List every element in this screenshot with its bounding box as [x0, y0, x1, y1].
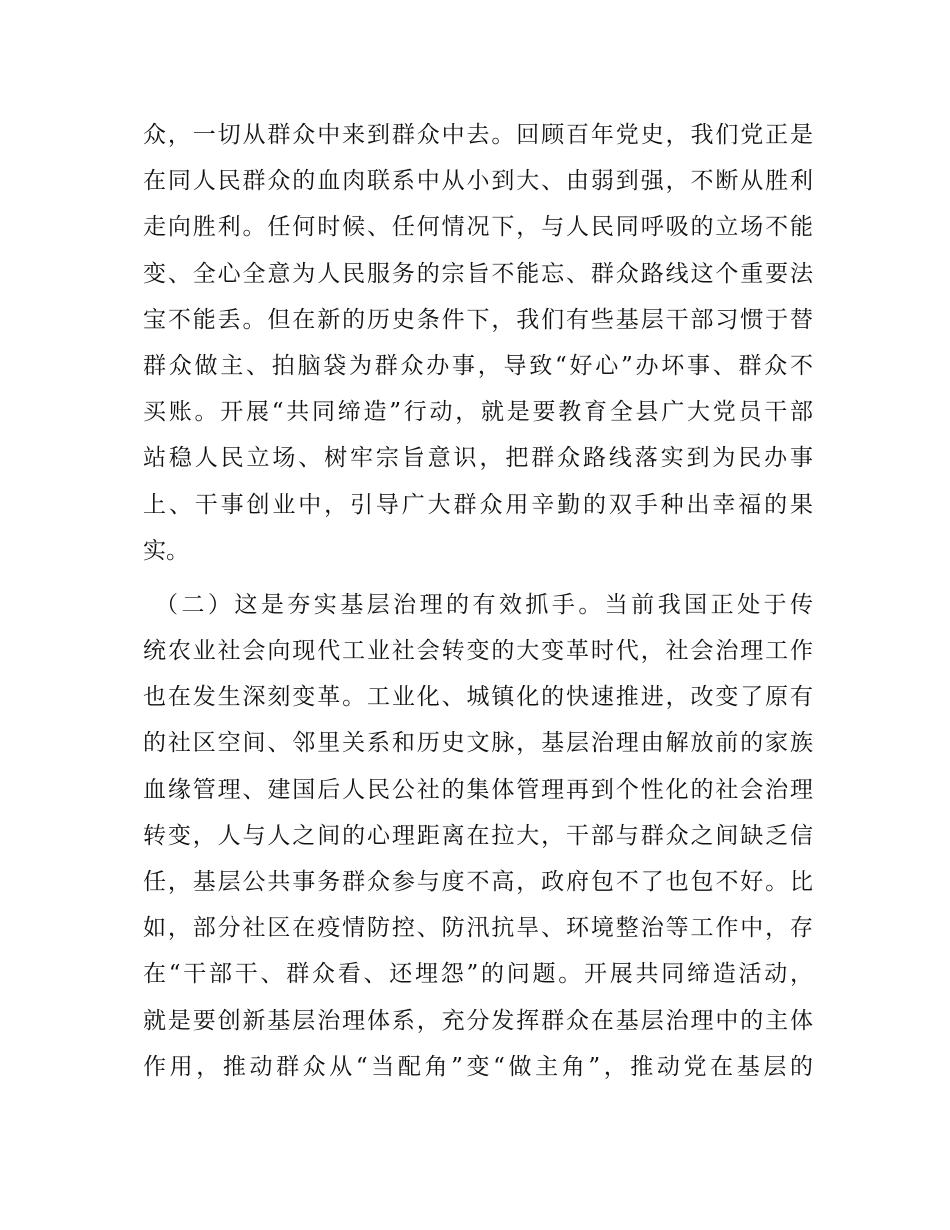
text-line: 如，部分社区在疫情防控、防汛抗旱、环境整治等工作中，存	[143, 915, 813, 942]
text-line: 血缘管理、建国后人民公社的集体管理再到个性化的社会治理	[143, 776, 813, 803]
text-line: 作用，推动群众从“当配角”变“做主角”，推动党在基层的	[143, 1053, 813, 1080]
text-line: 就是要创新基层治理体系，充分发挥群众在基层治理中的主体	[143, 1007, 813, 1034]
text-line: 上、干事创业中，引导广大群众用辛勤的双手种出幸福的果	[143, 491, 813, 518]
text-line: 的社区空间、邻里关系和历史文脉，基层治理由解放前的家族	[143, 730, 813, 757]
paragraph-gap	[143, 574, 813, 582]
text-line: 变、全心全意为人民服务的宗旨不能忘、群众路线这个重要法	[143, 260, 813, 287]
text-line: （二）这是夯实基层治理的有效抓手。当前我国正处于传	[155, 591, 813, 618]
text-line: 实。	[143, 537, 189, 564]
text-line: 众，一切从群众中来到群众中去。回顾百年党史，我们党正是	[143, 122, 813, 148]
text-line: 也在发生深刻变革。工业化、城镇化的快速推进，改变了原有	[143, 684, 813, 711]
paragraph-2	[143, 582, 813, 1090]
text-line: 宝不能丢。但在新的历史条件下，我们有些基层干部习惯于替	[143, 306, 813, 333]
text-line: 转变，人与人之间的心理距离在拉大，干部与群众之间缺乏信	[143, 822, 813, 849]
text-line: 在同人民群众的血肉联系中从小到大、由弱到强，不断从胜利	[143, 168, 813, 195]
text-line: 站稳人民立场、树牢宗旨意识，把群众路线落实到为民办事	[143, 445, 813, 472]
text-line: 统农业社会向现代工业社会转变的大变革时代，社会治理工作	[143, 638, 813, 665]
text-line: 群众做主、拍脑袋为群众办事，导致“好心”办坏事、群众不	[143, 352, 813, 379]
body-text	[143, 112, 813, 1090]
text-line: 走向胜利。任何时候、任何情况下，与人民同呼吸的立场不能	[143, 214, 813, 241]
text-line: 买账。开展“共同缔造”行动，就是要教育全县广大党员干部	[143, 399, 813, 426]
paragraph-1	[143, 112, 813, 574]
text-line: 任，基层公共事务群众参与度不高，政府包不了也包不好。比	[143, 869, 813, 895]
text-line: 在“干部干、群众看、还埋怨”的问题。开展共同缔造活动，	[143, 961, 813, 988]
